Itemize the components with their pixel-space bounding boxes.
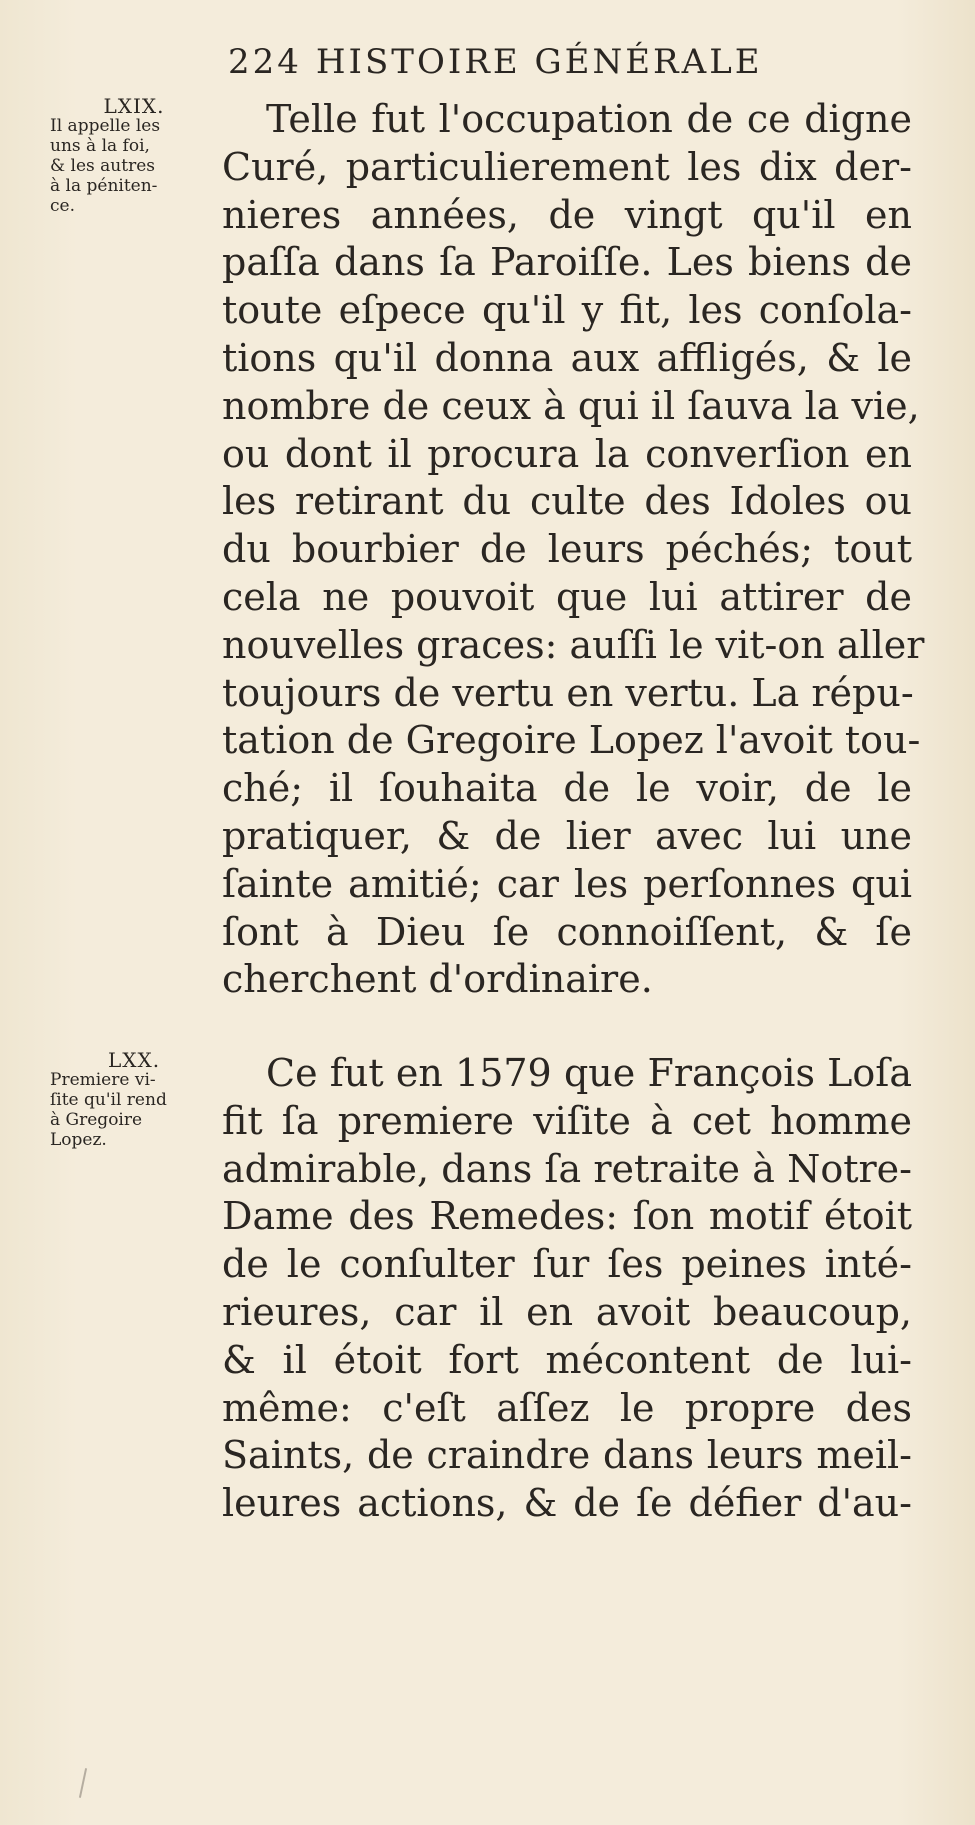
text-line: paſſa dans ſa Paroiſſe. Les biens de bbox=[222, 240, 912, 285]
margin-note-lxix bbox=[50, 96, 218, 216]
margin-note-line: ce. bbox=[50, 196, 75, 216]
text-line: ché; il ſouhaita de le voir, de le bbox=[222, 766, 912, 811]
margin-note-line: à la péniten- bbox=[50, 176, 158, 196]
margin-note-line: Premiere vi- bbox=[50, 1070, 156, 1090]
margin-note-line: Lopez. bbox=[50, 1130, 107, 1150]
margin-note-line: & les autres bbox=[50, 156, 155, 176]
text-line: nieres années, de vingt qu'il en bbox=[222, 192, 912, 237]
text-line: nombre de ceux à qui il ſauva la vie, bbox=[222, 383, 920, 428]
text-line: de le conſulter ſur ſes peines inté- bbox=[222, 1242, 912, 1287]
text-line: du bourbier de leurs péchés; tout bbox=[222, 527, 912, 572]
text-line: cherchent d'ordinaire. bbox=[222, 957, 653, 1002]
text-line: Saints, de craindre dans leurs meil- bbox=[222, 1433, 912, 1478]
text-line: les retirant du culte des Idoles ou bbox=[222, 479, 912, 524]
text-line: tation de Gregoire Lopez l'avoit tou- bbox=[222, 718, 921, 763]
text-line: fit ſa premiere viſite à cet homme bbox=[222, 1098, 912, 1143]
page-number: 224 bbox=[228, 42, 302, 82]
text-line: rieures, car il en avoit beaucoup, bbox=[222, 1289, 912, 1334]
text-line: ou dont il procura la converſion en bbox=[222, 431, 912, 476]
text-line: pratiquer, & de lier avec lui une bbox=[222, 813, 912, 858]
text-line: nouvelles graces: auſſi le vit-on aller bbox=[222, 622, 925, 667]
section-number: LXX. bbox=[107, 1048, 161, 1072]
text-line: ſainte amitié; car les perſonnes qui bbox=[222, 861, 912, 906]
text-line: même: c'eſt aſſez le propre des bbox=[222, 1385, 912, 1430]
paragraph-lxix bbox=[222, 96, 925, 1004]
text-line: toute eſpece qu'il y fit, les conſola- bbox=[222, 288, 912, 333]
text-line: Curé, particulierement les dix der- bbox=[222, 144, 912, 189]
paragraph-lxx bbox=[222, 1050, 912, 1528]
text-line: leures actions, & de ſe défier d'au- bbox=[222, 1481, 912, 1526]
margin-note-line: à Gregoire bbox=[50, 1110, 143, 1130]
text-line: admirable, dans ſa retraite à Notre- bbox=[222, 1146, 912, 1191]
running-title: HISTOIRE GÉNÉRALE bbox=[315, 42, 763, 82]
text-line: tions qu'il donna aux affligés, & le bbox=[222, 335, 912, 380]
text-line: Ce fut en 1579 que François Loſa bbox=[266, 1051, 912, 1095]
margin-note-line: ſite qu'il rend bbox=[50, 1090, 167, 1110]
margin-note-line: uns à la foi, bbox=[50, 136, 150, 156]
section-number: LXIX. bbox=[103, 94, 165, 118]
pencil-mark bbox=[79, 1768, 87, 1798]
text-line: ſont à Dieu ſe connoiſſent, & ſe bbox=[222, 909, 912, 954]
text-line: Telle fut l'occupation de ce digne bbox=[266, 97, 912, 141]
running-head bbox=[228, 42, 763, 82]
text-line: Dame des Remedes: ſon motif étoit bbox=[222, 1194, 912, 1239]
text-line: toujours de vertu en vertu. La répu- bbox=[222, 670, 914, 715]
text-line: cela ne pouvoit que lui attirer de bbox=[222, 574, 912, 619]
margin-note-line: Il appelle les bbox=[50, 116, 161, 136]
margin-note-lxx bbox=[50, 1050, 218, 1150]
text-line: & il étoit fort mécontent de lui- bbox=[222, 1337, 912, 1382]
